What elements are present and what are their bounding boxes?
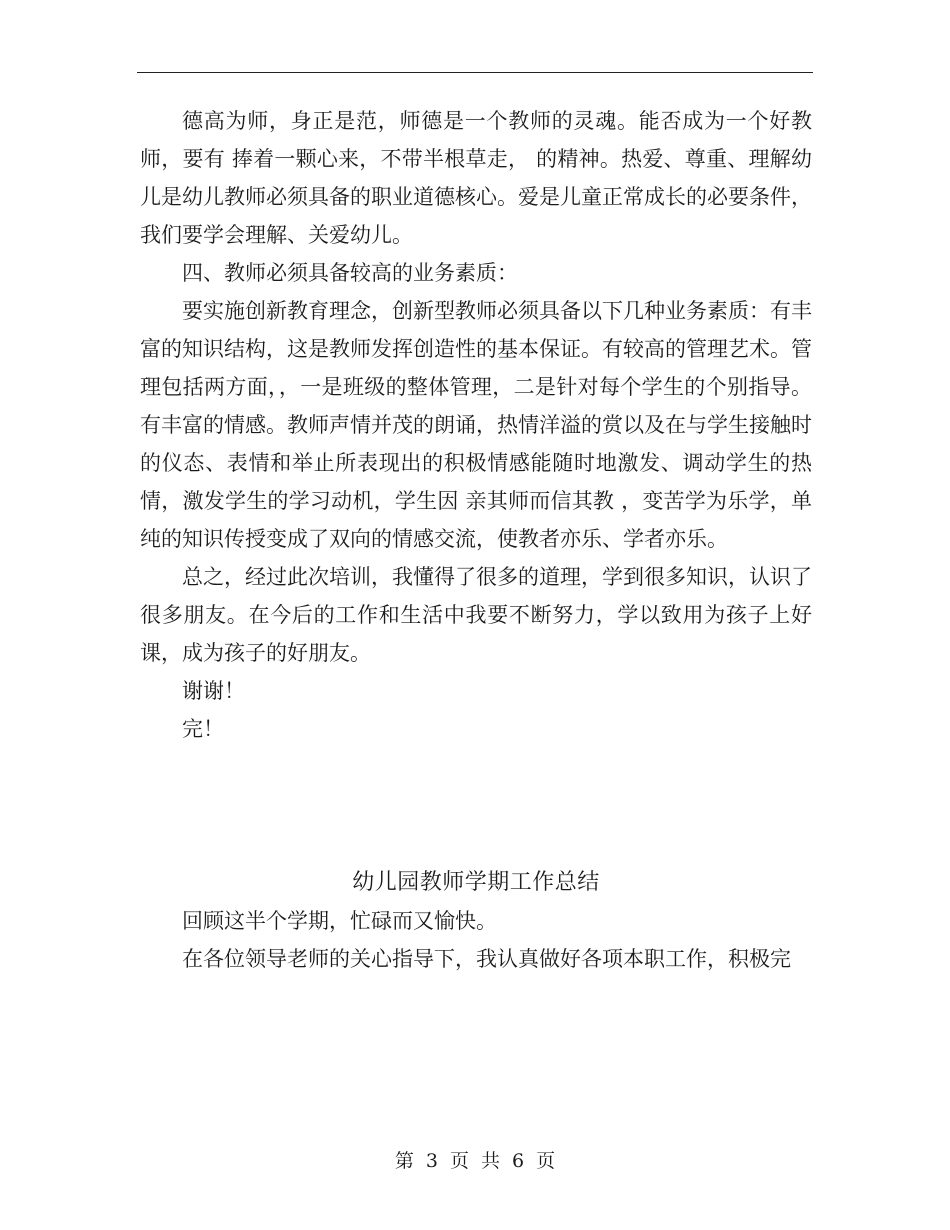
- header-rule: [137, 72, 813, 73]
- paragraph-end: 完！: [182, 717, 224, 741]
- paragraph-work-intro: 在各位领导老师的关心指导下，我认真做好各项本职工作，积极完: [182, 947, 791, 971]
- page-footer: 第 3 页 共 6 页: [394, 1150, 556, 1172]
- document-body: [140, 102, 812, 978]
- section-spacer: [140, 748, 812, 864]
- paragraph-conclusion: 总之，经过此次培训，我懂得了很多的道理，学到很多知识，认识了很多朋友。在今后的工作和生活中我要不断努力，学以致用为孩子上好课，成为孩子的好朋友。: [140, 565, 812, 665]
- paragraph-teacher-ethics: 德高为师，身正是范，师德是一个教师的灵魂。能否成为一个好教师，要有 捧着一颗心来，不带半根草走， 的精神。热爱、尊重、理解幼儿是幼儿教师必须具备的职业道德核心。爱是儿童正常成长的必要条件，我们要学会理解、关爱幼儿。: [140, 109, 812, 247]
- paragraph-section-four-heading: 四、教师必须具备较高的业务素质：: [182, 261, 518, 285]
- paragraph-professional-quality: 要实施创新教育理念，创新型教师必须具备以下几种业务素质：有丰富的知识结构，这是教师发挥创造性的基本保证。有较高的管理艺术。管理包括两方面，，一是班级的整体管理，二是针对每个学生的个别指导。有丰富的情感。教师声情并茂的朗诵，热情洋溢的赏以及在与学生接触时的仪态、表情和举止所表现出的积极情感能随时地激发、调动学生的热情，激发学生的学习动机，学生因 亲其师而信其教 ，变苦学为乐学，单纯的知识传授变成了双向的情感交流，使教者亦乐、学者亦乐。: [140, 299, 812, 551]
- paragraph-thanks: 谢谢！: [182, 679, 245, 703]
- section-title: 幼儿园教师学期工作总结: [352, 870, 600, 895]
- paragraph-review: 回顾这半个学期，忙碌而又愉快。: [182, 909, 497, 933]
